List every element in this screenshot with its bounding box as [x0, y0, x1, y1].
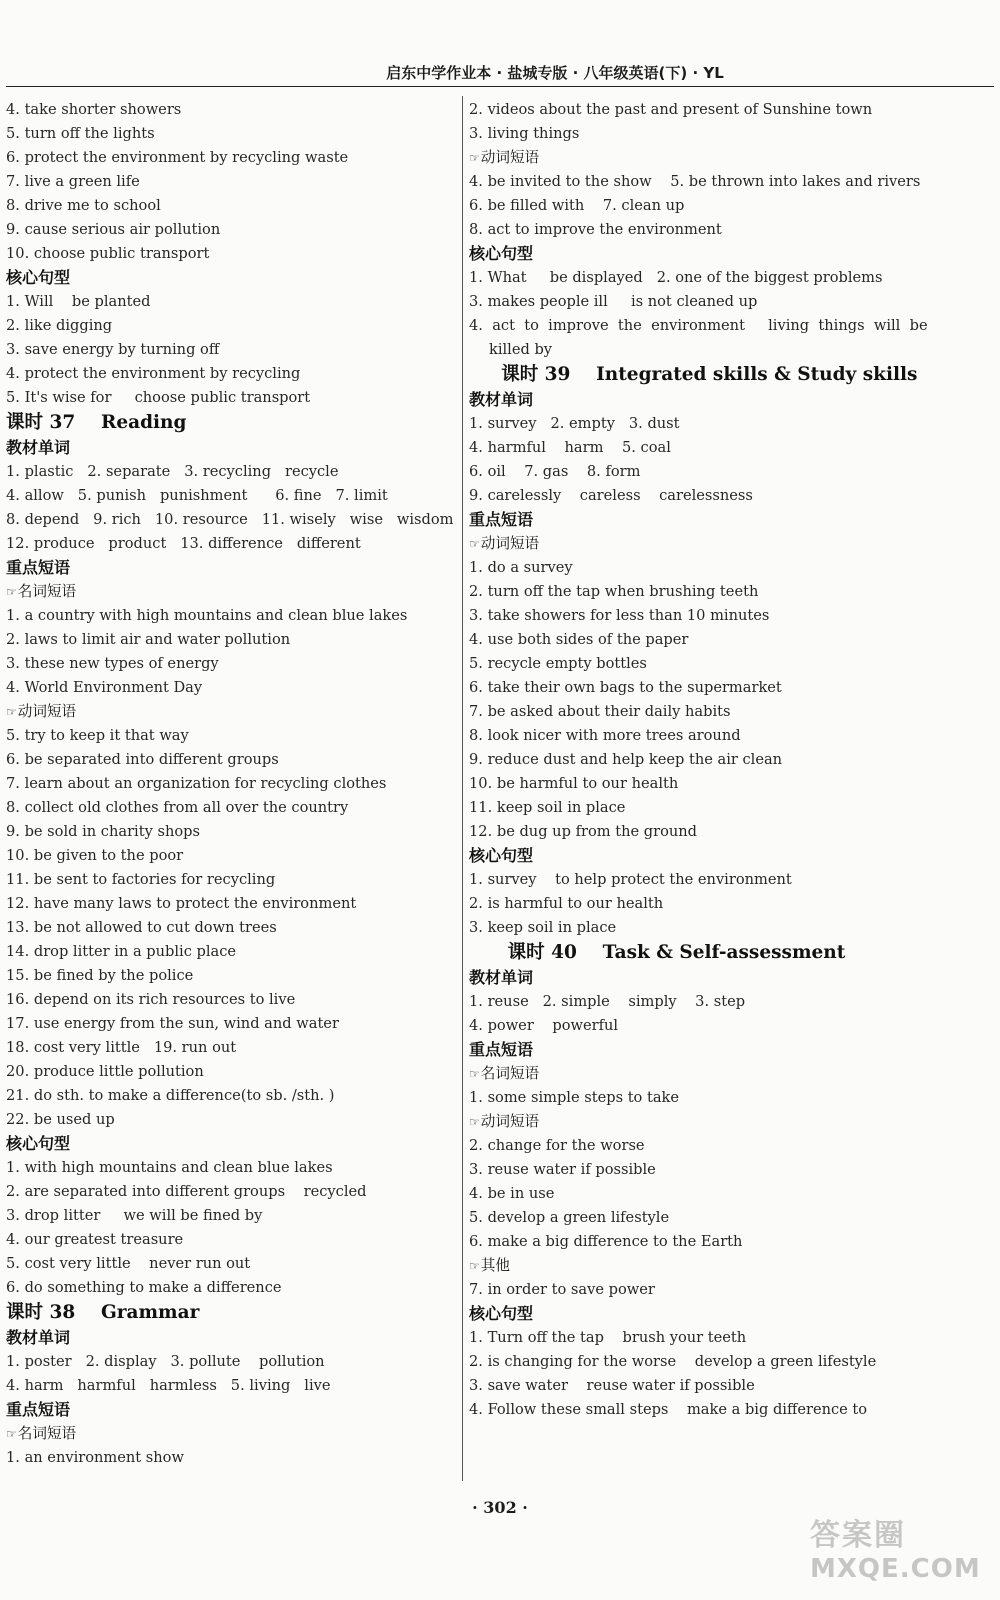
answer-line: 6. protect the environment by recycling waste [6, 149, 349, 166]
section-heading: 教材单词 [6, 438, 71, 457]
answer-line: 5. recycle empty bottles [469, 655, 647, 672]
answer-line: 5. cost very little never run out [6, 1255, 251, 1272]
subsection-text: 名词短语 [17, 1425, 77, 1442]
subsection-text: 动词短语 [480, 535, 540, 552]
answer-line: 3. take showers for less than 10 minutes [469, 607, 770, 624]
answer-line: 3. makes people ill is not cleaned up [469, 293, 758, 310]
answer-line: 1. an environment show [6, 1449, 184, 1466]
answer-line: 3. save water reuse water if possible [469, 1377, 755, 1394]
answer-line: 3. living things [469, 125, 580, 142]
right-column [469, 98, 994, 1422]
answer-line: 3. these new types of energy [6, 655, 219, 672]
answer-line: 12. produce product 13. difference different [6, 535, 361, 552]
answer-line: 21. do sth. to make a difference(to sb. /sth. ) [6, 1087, 335, 1104]
answer-line: 1. reuse 2. simple simply 3. step [469, 993, 746, 1010]
answer-line: 7. live a green life [6, 173, 140, 190]
answer-line: 18. cost very little 19. run out [6, 1039, 237, 1056]
subsection-text: 动词短语 [17, 703, 77, 720]
subsection-text: 名词短语 [480, 1065, 540, 1082]
answer-line: killed by [489, 341, 553, 358]
section-heading: 教材单词 [6, 1328, 71, 1347]
answer-line: 11. keep soil in place [469, 799, 626, 816]
answer-line: 2. turn off the tap when brushing teeth [469, 583, 759, 600]
answer-line: 1. What be displayed 2. one of the biggest problems [469, 269, 883, 286]
answer-line: 3. keep soil in place [469, 919, 617, 936]
subsection-text: 动词短语 [480, 149, 540, 166]
answer-line: 4. use both sides of the paper [469, 631, 689, 648]
answer-line: 4. act to improve the environment living things will be [469, 317, 928, 334]
pointing-hand-icon: ☞ [469, 1067, 480, 1081]
section-heading: 核心句型 [469, 244, 534, 263]
answer-line: 6. do something to make a difference [6, 1279, 282, 1296]
subsection-text: 其他 [480, 1257, 510, 1274]
answer-line: 7. in order to save power [469, 1281, 655, 1298]
answer-line: 1. survey to help protect the environment [469, 871, 792, 888]
answer-line: 4. World Environment Day [6, 679, 203, 696]
lesson-title: 课时 37 Reading [6, 412, 187, 433]
subsection-label [6, 580, 454, 604]
left-column [6, 98, 454, 1470]
pointing-hand-icon: ☞ [6, 585, 17, 599]
pointing-hand-icon: ☞ [6, 705, 17, 719]
answer-line: 2. is harmful to our health [469, 895, 664, 912]
answer-line: 5. It's wise for choose public transport [6, 389, 311, 406]
answer-line: 8. act to improve the environment [469, 221, 722, 238]
answer-line: 1. poster 2. display 3. pollute pollution [6, 1353, 325, 1370]
answer-line: 4. be invited to the show 5. be thrown into lakes and rivers [469, 173, 921, 190]
header-rule [6, 86, 994, 87]
answer-line: 4. Follow these small steps make a big difference to [469, 1401, 868, 1418]
answer-line: 9. be sold in charity shops [6, 823, 200, 840]
answer-line: 1. a country with high mountains and clean blue lakes [6, 607, 408, 624]
lesson-title: 课时 39 Integrated skills & Study skills [469, 364, 918, 385]
answer-line: 5. develop a green lifestyle [469, 1209, 670, 1226]
answer-line: 12. have many laws to protect the environment [6, 895, 357, 912]
answer-line: 4. take shorter showers [6, 101, 182, 118]
running-header: 启东中学作业本 · 盐城专版 · 八年级英语(下) · YL [386, 64, 724, 82]
answer-line: 5. try to keep it that way [6, 727, 189, 744]
answer-line: 1. Will be planted [6, 293, 151, 310]
answer-line: 8. look nicer with more trees around [469, 727, 741, 744]
watermark-bottom: MXQE.COM [810, 1554, 981, 1584]
answer-line: 6. take their own bags to the supermarket [469, 679, 782, 696]
section-heading: 教材单词 [469, 390, 534, 409]
section-heading: 核心句型 [469, 1304, 534, 1323]
answer-line: 2. are separated into different groups recycled [6, 1183, 367, 1200]
answer-line: 7. learn about an organization for recycling clothes [6, 775, 387, 792]
pointing-hand-icon: ☞ [469, 537, 480, 551]
pointing-hand-icon: ☞ [6, 1427, 17, 1441]
answer-line: 2. change for the worse [469, 1137, 645, 1154]
answer-line: 5. turn off the lights [6, 125, 155, 142]
answer-line: 6. be filled with 7. clean up [469, 197, 685, 214]
answer-line: 13. be not allowed to cut down trees [6, 919, 277, 936]
answer-line: 3. save energy by turning off [6, 341, 220, 358]
answer-line: 1. plastic 2. separate 3. recycling recycle [6, 463, 339, 480]
answer-line: 1. with high mountains and clean blue lakes [6, 1159, 333, 1176]
subsection-label [6, 1422, 454, 1446]
section-heading: 重点短语 [6, 558, 71, 577]
section-heading: 核心句型 [6, 268, 71, 287]
subsection-label [6, 700, 454, 724]
answer-line: 16. depend on its rich resources to live [6, 991, 296, 1008]
section-heading: 重点短语 [469, 510, 534, 529]
subsection-text: 名词短语 [17, 583, 77, 600]
section-heading: 教材单词 [469, 968, 534, 987]
answer-line: 2. laws to limit air and water pollution [6, 631, 291, 648]
answer-line: 2. like digging [6, 317, 113, 334]
answer-line: 22. be used up [6, 1111, 115, 1128]
lesson-title: 课时 40 Task & Self-assessment [469, 942, 846, 963]
lesson-title: 课时 38 Grammar [6, 1302, 200, 1323]
answer-line: 3. drop litter we will be fined by [6, 1207, 263, 1224]
answer-line: 15. be fined by the police [6, 967, 194, 984]
answer-line: 8. depend 9. rich 10. resource 11. wisely wise wisdom [6, 511, 454, 528]
answer-line: 1. survey 2. empty 3. dust [469, 415, 680, 432]
watermark [810, 1510, 990, 1590]
answer-line: 9. cause serious air pollution [6, 221, 221, 238]
subsection-label [469, 532, 994, 556]
answer-line: 4. be in use [469, 1185, 555, 1202]
answer-line: 1. do a survey [469, 559, 573, 576]
section-heading: 重点短语 [469, 1040, 534, 1059]
answer-line: 4. protect the environment by recycling [6, 365, 301, 382]
subsection-label [469, 1254, 994, 1278]
answer-line: 2. videos about the past and present of Sunshine town [469, 101, 873, 118]
answer-line: 3. reuse water if possible [469, 1161, 656, 1178]
answer-line: 1. some simple steps to take [469, 1089, 680, 1106]
answer-line: 4. harm harmful harmless 5. living live [6, 1377, 331, 1394]
answer-line: 10. be harmful to our health [469, 775, 679, 792]
answer-line: 8. collect old clothes from all over the country [6, 799, 349, 816]
answer-line: 7. be asked about their daily habits [469, 703, 731, 720]
answer-line: 10. choose public transport [6, 245, 210, 262]
answer-line: 11. be sent to factories for recycling [6, 871, 276, 888]
answer-line: 14. drop litter in a public place [6, 943, 237, 960]
pointing-hand-icon: ☞ [469, 151, 480, 165]
page-number: · 302 · [472, 1498, 528, 1517]
pointing-hand-icon: ☞ [469, 1259, 480, 1273]
answer-line: 4. power powerful [469, 1017, 619, 1034]
watermark-top: 答案圈 [810, 1518, 906, 1553]
subsection-label [469, 1062, 994, 1086]
answer-line: 6. oil 7. gas 8. form [469, 463, 641, 480]
pointing-hand-icon: ☞ [469, 1115, 480, 1129]
section-heading: 重点短语 [6, 1400, 71, 1419]
answer-line: 9. carelessly careless carelessness [469, 487, 753, 504]
subsection-label [469, 146, 994, 170]
answer-line: 1. Turn off the tap brush your teeth [469, 1329, 747, 1346]
column-divider [462, 96, 463, 1481]
answer-line: 20. produce little pollution [6, 1063, 204, 1080]
section-heading: 核心句型 [469, 846, 534, 865]
answer-line: 4. harmful harm 5. coal [469, 439, 671, 456]
subsection-text: 动词短语 [480, 1113, 540, 1130]
answer-line: 2. is changing for the worse develop a green lifestyle [469, 1353, 877, 1370]
answer-line: 12. be dug up from the ground [469, 823, 697, 840]
answer-line: 17. use energy from the sun, wind and water [6, 1015, 339, 1032]
answer-line: 8. drive me to school [6, 197, 161, 214]
answer-line: 4. allow 5. punish punishment 6. fine 7. limit [6, 487, 388, 504]
answer-line: 9. reduce dust and help keep the air clean [469, 751, 783, 768]
answer-line: 6. make a big difference to the Earth [469, 1233, 743, 1250]
section-heading: 核心句型 [6, 1134, 71, 1153]
answer-line: 4. our greatest treasure [6, 1231, 184, 1248]
answer-line: 6. be separated into different groups [6, 751, 279, 768]
subsection-label [469, 1110, 994, 1134]
answer-line: 10. be given to the poor [6, 847, 184, 864]
